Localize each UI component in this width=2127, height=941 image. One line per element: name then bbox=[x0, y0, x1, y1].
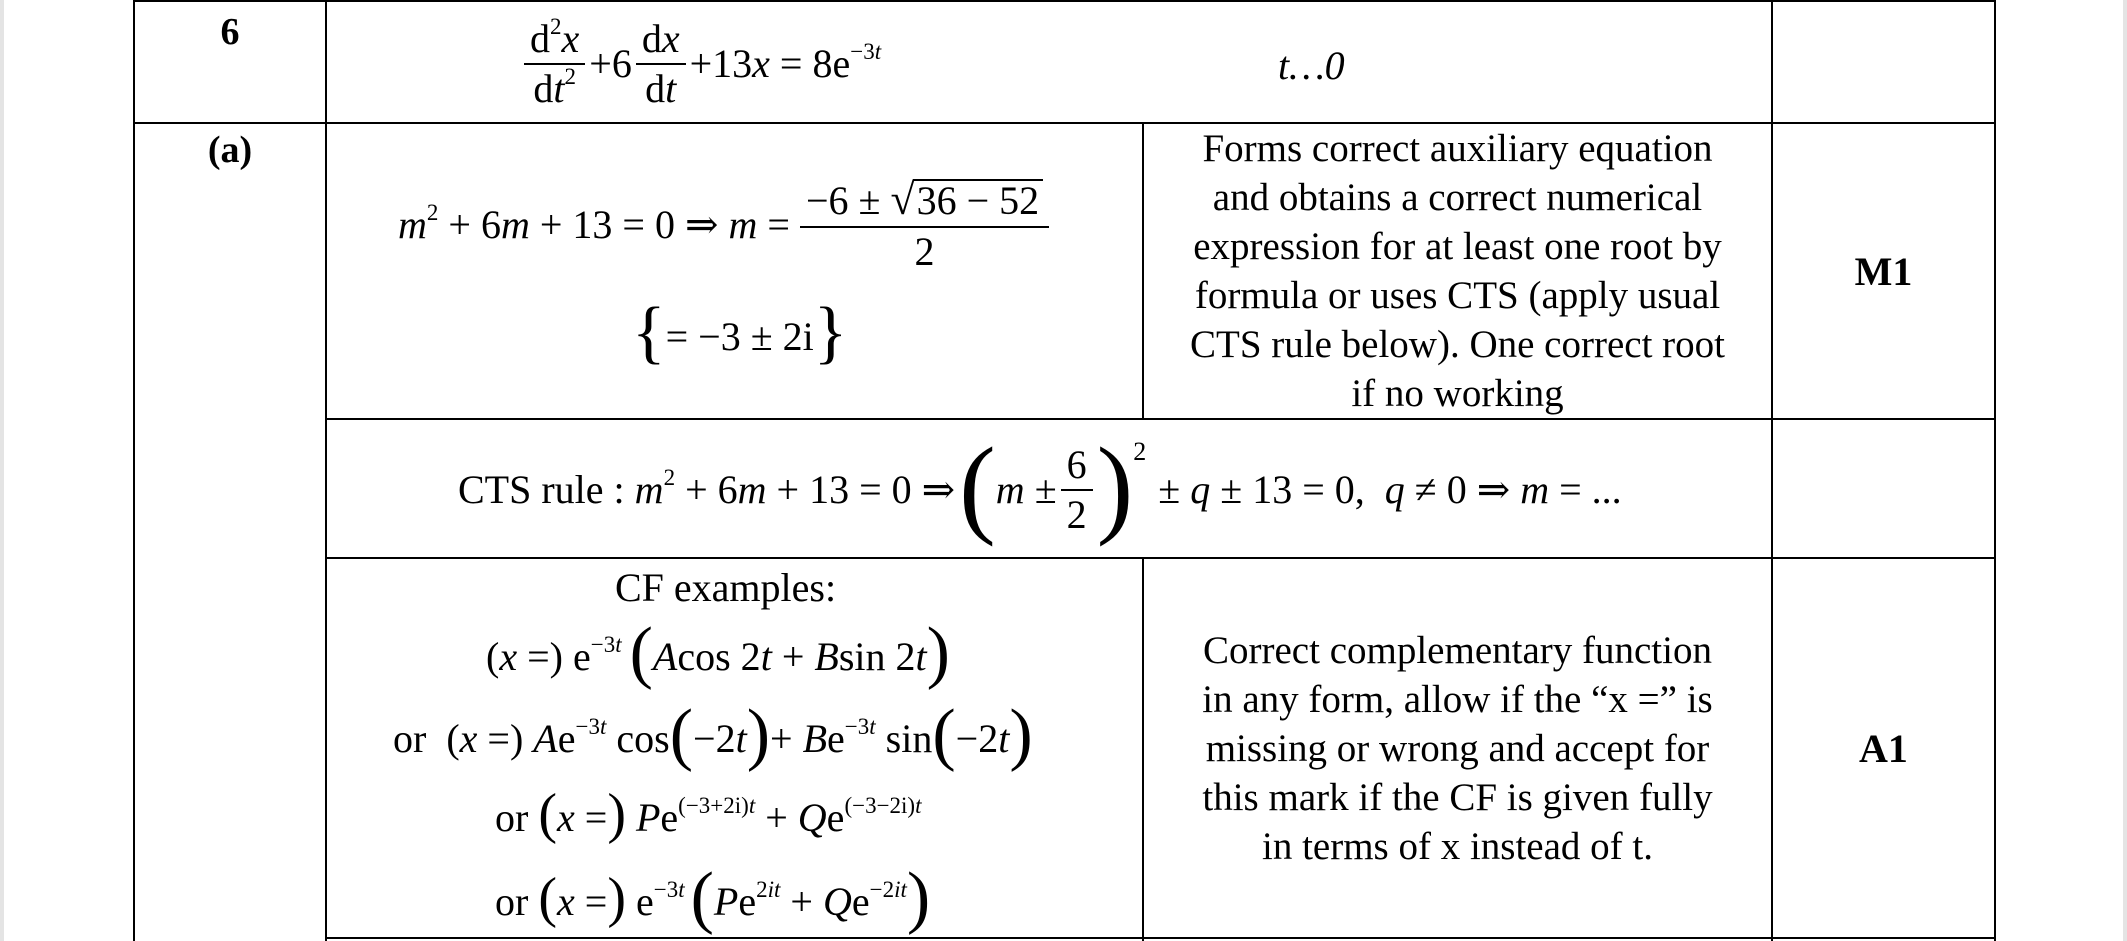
cf-note bbox=[1144, 559, 1771, 937]
question-equation: $\frac{d^2x}{dt^2}$ +6 $\frac{dx}{dt}$ $+13x = 8e^{-3t}$ bbox=[520, 8, 1160, 120]
cf-examples-heading: CF examples: bbox=[615, 565, 837, 610]
cts-rule: CTS rule : $m^2 + 6m + 13 = 0$ ⇒ ( m ± $\frac{6}{2}$ ) 2 ± q ± 13 = 0, q ≠ 0 ⇒ m = ... bbox=[458, 425, 1622, 547]
question-condition: t…0 bbox=[1278, 43, 1345, 88]
note-line: Forms correct auxiliary equation bbox=[1202, 127, 1713, 170]
note-line: missing or wrong and accept for bbox=[1205, 726, 1710, 770]
table-right-border bbox=[1994, 0, 1996, 941]
note-line: in any form, allow if the “x =” is bbox=[1202, 677, 1713, 721]
note-line: Correct complementary function bbox=[1203, 628, 1712, 672]
cf-example-3: or ( x = ) $Pe^{(-3+2i)t} + Qe^{(-3-2i)t}$ bbox=[495, 783, 922, 845]
right-page-gutter bbox=[2123, 0, 2127, 941]
question-number: 6 bbox=[220, 11, 240, 53]
mark-a1: A1 bbox=[1859, 725, 1908, 771]
cf-example-4: or ( x = ) $e^{-3t}$ ( $Pe^{2it} + Qe^{-2it}$ ) bbox=[495, 859, 931, 936]
note-line: CTS rule below). One correct root bbox=[1190, 323, 1725, 366]
table-top-border bbox=[133, 0, 1996, 2]
row-divider-auxiliary bbox=[325, 418, 1996, 420]
auxiliary-roots: { = −3 ± 2i } bbox=[632, 294, 848, 371]
auxiliary-equation: $m^2 + 6m + 13 = 0$ ⇒ m = $\frac{-6 \pm √36 - 52}{2}$ bbox=[398, 178, 1053, 272]
left-page-gutter bbox=[0, 0, 4, 941]
cf-example-1: (x =) $e^{-3t}$ ( Acos 2t + Bsin 2t ) bbox=[486, 614, 950, 691]
row-divider-cf bbox=[325, 937, 1996, 939]
mark-m1: M1 bbox=[1854, 248, 1913, 294]
note-line: if no working bbox=[1351, 372, 1564, 415]
note-line: expression for at least one root by bbox=[1193, 225, 1722, 268]
note-line: and obtains a correct numerical bbox=[1212, 176, 1703, 219]
cf-example-2: or (x =) $Ae^{-3t}$ cos ( −2t ) + $Be^{-3t}$ sin ( −2t ) bbox=[393, 696, 1033, 773]
note-line: this mark if the CF is given fully bbox=[1202, 775, 1713, 819]
auxiliary-note bbox=[1144, 124, 1771, 418]
part-label: (a) bbox=[207, 129, 253, 171]
note-line: formula or uses CTS (apply usual bbox=[1194, 274, 1721, 317]
note-line: in terms of x instead of t. bbox=[1261, 824, 1653, 868]
